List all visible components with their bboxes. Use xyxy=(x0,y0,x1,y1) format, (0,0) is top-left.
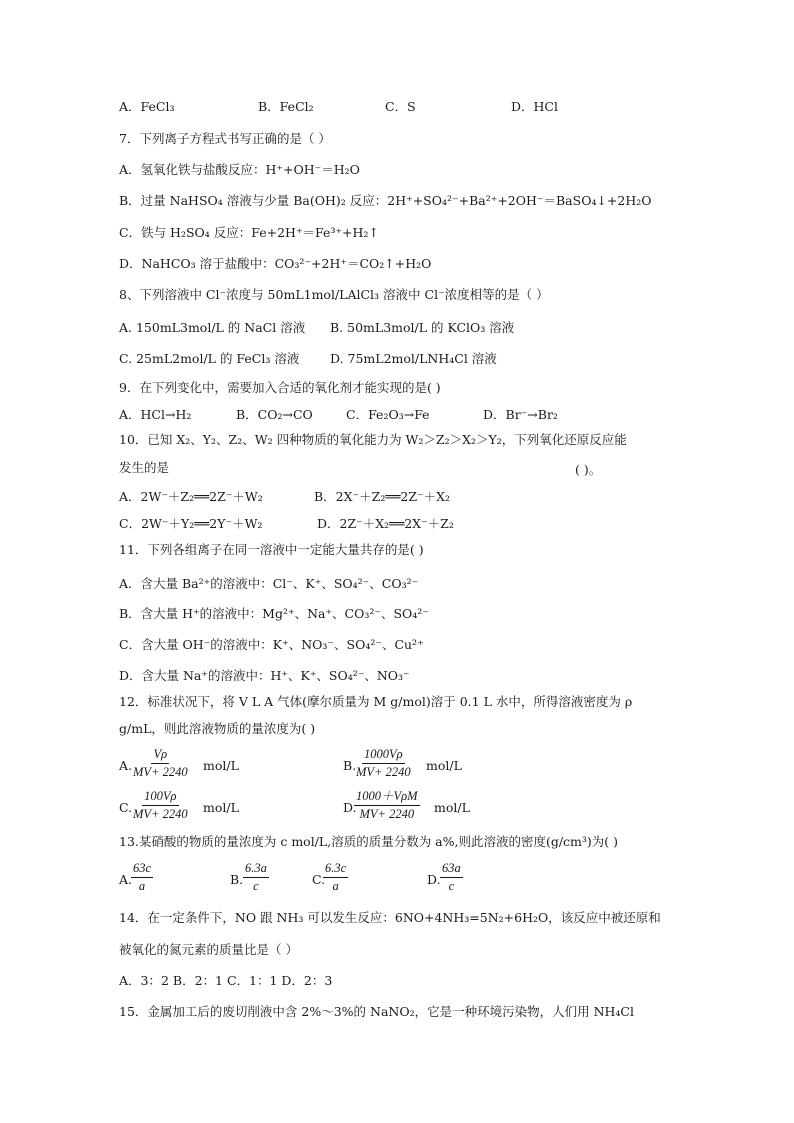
q7-option-d: D．NaHCO₃ 溶于盐酸中：CO₃²⁻+2H⁺＝CO₂↑+H₂O xyxy=(119,256,432,271)
q12-option-a-unit: mol/L xyxy=(203,758,239,773)
q13-option-a-fraction xyxy=(131,861,153,894)
q12-option-c-unit: mol/L xyxy=(203,800,239,815)
q12-option-d-fraction xyxy=(354,789,420,822)
q12-option-d-unit: mol/L xyxy=(434,800,470,815)
q12-option-a-denominator: MV+ 2240 xyxy=(133,765,188,779)
q12-option-c-label: C. xyxy=(119,800,133,815)
q13-option-a-label: A. xyxy=(119,872,133,887)
q12-stem-line2: g/mL，则此溶液物质的量浓度为( ) xyxy=(119,721,316,736)
q12-option-b-fraction xyxy=(354,747,413,780)
q9-stem: 9．在下列变化中，需要加入合适的氧化剂才能实现的是( ) xyxy=(119,380,441,395)
q6-option-b: B．FeCl₂ xyxy=(258,99,314,114)
q13-option-a-denominator: a xyxy=(138,879,146,893)
q13-option-c-fraction xyxy=(323,861,348,894)
q12-option-c-denominator: MV+ 2240 xyxy=(133,807,188,821)
q9-option-b: B．CO₂→CO xyxy=(236,407,313,422)
q13-option-b-denominator: c xyxy=(253,879,259,893)
q12-option-a-fraction xyxy=(131,747,190,780)
q10-stem-line1: 10．已知 X₂、Y₂、Z₂、W₂ 四种物质的氧化能力为 W₂＞Z₂＞X₂＞Y₂，下列氧化还原反应能 xyxy=(119,432,627,447)
q8-option-d: D. 75mL2mol/LNH₄Cl 溶液 xyxy=(330,351,497,366)
q13-option-a-numerator: 63c xyxy=(131,861,153,878)
q13-option-d-fraction xyxy=(440,861,463,894)
q7-option-b: B．过量 NaHSO₄ 溶液与少量 Ba(OH)₂ 反应：2H⁺+SO₄²⁻+Ba²⁺+2OH⁻＝BaSO₄↓+2H₂O xyxy=(119,193,652,208)
q14-options: A．3：2 B．2：1 C．1：1 D．2：3 xyxy=(119,973,333,988)
q12-option-c-numerator: 100Vρ xyxy=(142,789,178,806)
q8-option-c: C. 25mL2mol/L 的 FeCl₃ 溶液 xyxy=(119,351,300,366)
q12-option-b-denominator: MV+ 2240 xyxy=(356,765,411,779)
q13-option-b-fraction xyxy=(243,861,269,894)
q10-option-c: C．2W⁻＋Y₂══2Y⁻＋W₂ xyxy=(119,516,263,531)
q13-stem: 13.某硝酸的物质的量浓度为 c mol/L,溶质的质量分数为 a%,则此溶液的密度(g/cm³)为( ) xyxy=(119,834,619,849)
q14-stem-line2: 被氧化的氮元素的质量比是（ ） xyxy=(119,942,298,957)
q13-option-d-numerator: 63a xyxy=(440,861,463,878)
q8-stem: 8、下列溶液中 Cl⁻浓度与 50mL1mol/LAlCl₃ 溶液中 Cl⁻浓度相等的是（ ） xyxy=(119,287,549,302)
q12-option-d-numerator: 1000＋VρM xyxy=(354,789,420,806)
q7-option-a: A．氢氧化铁与盐酸反应：H⁺+OH⁻＝H₂O xyxy=(119,162,360,177)
q6-option-d: D．HCl xyxy=(511,99,558,114)
q9-option-a: A．HCl→H₂ xyxy=(119,407,192,422)
q13-option-c-label: C. xyxy=(312,872,326,887)
q10-option-d: D．2Z⁻＋X₂══2X⁻＋Z₂ xyxy=(317,516,454,531)
q11-option-d: D．含大量 Na⁺的溶液中：H⁺、K⁺、SO₄²⁻、NO₃⁻ xyxy=(119,668,410,683)
q10-option-a: A．2W⁻＋Z₂══2Z⁻＋W₂ xyxy=(119,489,263,504)
q6-option-c: C．S xyxy=(385,99,416,114)
q13-option-b-label: B. xyxy=(230,872,244,887)
q12-option-b-label: B. xyxy=(343,758,357,773)
q14-stem-line1: 14．在一定条件下，NO 跟 NH₃ 可以发生反应：6NO+4NH₃=5N₂+6H₂O，该反应中被还原和 xyxy=(119,910,661,925)
q12-option-b-unit: mol/L xyxy=(426,758,462,773)
q10-answer-paren: ( )。 xyxy=(575,462,602,477)
q12-option-d-denominator: MV+ 2240 xyxy=(359,807,415,821)
q12-option-c-fraction xyxy=(131,789,190,822)
q11-option-b: B．含大量 H⁺的溶液中：Mg²⁺、Na⁺、CO₃²⁻、SO₄²⁻ xyxy=(119,606,429,621)
q12-option-d-label: D. xyxy=(343,800,357,815)
q13-option-c-denominator: a xyxy=(332,879,339,893)
q13-option-b-numerator: 6.3a xyxy=(243,861,269,878)
q10-stem-line2: 发生的是 xyxy=(119,460,170,475)
q6-option-a: A．FeCl₃ xyxy=(119,99,175,114)
q12-stem-line1: 12．标准状况下，将 V L A 气体(摩尔质量为 M g/mol)溶于 0.1 L 水中，所得溶液密度为 ρ xyxy=(119,694,633,709)
q9-option-d: D．Br⁻→Br₂ xyxy=(483,407,558,422)
q8-option-a: A. 150mL3mol/L 的 NaCl 溶液 xyxy=(119,320,306,335)
q12-option-a-label: A. xyxy=(119,758,133,773)
q7-stem: 7．下列离子方程式书写正确的是（ ） xyxy=(119,131,331,146)
q8-option-b: B. 50mL3mol/L 的 KClO₃ 溶液 xyxy=(330,320,515,335)
q13-option-d-denominator: c xyxy=(448,879,455,893)
q11-option-c: C．含大量 OH⁻的溶液中：K⁺、NO₃⁻、SO₄²⁻、Cu²⁺ xyxy=(119,637,424,652)
q13-option-d-label: D. xyxy=(427,872,441,887)
q12-option-a-numerator: Vρ xyxy=(151,747,169,764)
q11-option-a: A．含大量 Ba²⁺的溶液中：Cl⁻、K⁺、SO₄²⁻、CO₃²⁻ xyxy=(119,576,419,591)
q12-option-b-numerator: 1000Vρ xyxy=(362,747,405,764)
q11-stem: 11．下列各组离子在同一溶液中一定能大量共存的是( ) xyxy=(119,542,424,557)
q7-option-c: C．铁与 H₂SO₄ 反应：Fe+2H⁺＝Fe³⁺+H₂↑ xyxy=(119,225,379,240)
q13-option-c-numerator: 6.3c xyxy=(323,861,348,878)
q10-option-b: B．2X⁻＋Z₂══2Z⁻＋X₂ xyxy=(314,489,451,504)
q9-option-c: C．Fe₂O₃→Fe xyxy=(346,407,430,422)
q15-stem-line1: 15．金属加工后的废切削液中含 2%～3%的 NaNO₂，它是一种环境污染物，人们用 NH₄Cl xyxy=(119,1004,634,1019)
